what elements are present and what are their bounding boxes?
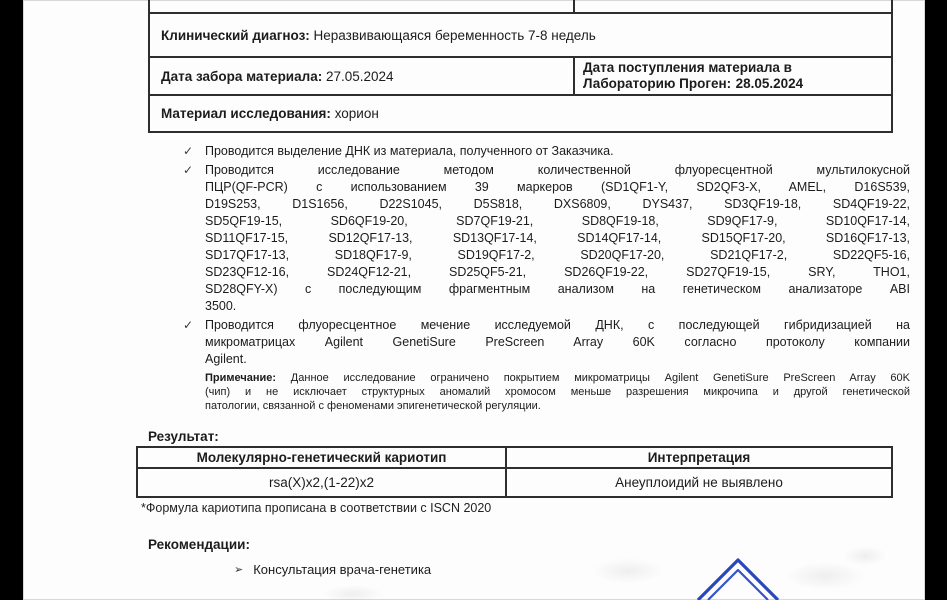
text-line: микроматрицах Agilent GenetiSure PreScreen Array 60K согласно протоколу компании [205,335,910,349]
text-line: SD11QF17-15, SD12QF17-13, SD13QF17-14, SD14QF17-14, SD15QF17-20, SD16QF17-13, [205,231,910,245]
text-line: D19S253, D1S1656, D22S1045, D5S818, DXS6809, DYS437, SD3QF19-18, SD4QF19-22, [205,197,910,211]
text-line [205,371,910,385]
text-line: Проводится выделение ДНК из материала, полученного от Заказчика. [205,144,614,158]
document-page [23,0,925,600]
methods-section [183,143,910,413]
text-line: Проводится исследование методом количественной флуоресцентной мультилокусной [205,163,910,177]
karyotype-column-header: Молекулярно-генетический кариотип [138,448,507,467]
collection-date-cell [150,58,575,94]
method-text [205,143,910,160]
note-label: Примечание: [205,372,277,384]
interpretation-column-header: Интерпретация [647,450,751,465]
result-table-header-row [138,448,891,469]
received-date-value: 28.05.2024 [735,76,804,91]
dates-row [150,58,891,96]
received-date-cell [575,58,891,94]
collection-date-label: Дата забора материала: [161,68,323,84]
clinical-diagnosis-row [150,14,891,58]
patient-info-table [148,0,893,133]
scan-smudge [323,585,383,600]
result-section [136,429,893,515]
text-line: ПЦР(QF-PCR) с использованием 39 маркеров (SD1QF1-Y, SD2QF3-X, AMEL, D16S539, [205,180,910,194]
list-item [183,317,910,368]
scan-smudge [593,558,663,584]
iscn-footnote: *Формула кариотипа прописана в соответствии с ISCN 2020 [141,501,492,515]
text-line: (чип) и не исключает структурных аномалий хромосом меньше разрешения микрочипа и другой генетической [205,386,910,398]
table-row-cutoff [150,0,891,14]
text-line: Проводится флуоресцентное мечение исследуемой ДНК, с последующей гибридизацией на [205,318,910,332]
text-line: SD23QF12-16, SD24QF12-21, SD25QF5-21, SD26QF19-22, SD27QF19-15, SRY, THO1, [205,265,910,279]
check-icon: ✓ [183,144,194,158]
material-row [150,96,891,133]
check-icon: ✓ [183,163,194,177]
interpretation-value: Анеуплоидий не выявлено [615,475,783,490]
clinical-diagnosis-value: Неразвивающаяся беременность 7-8 недель [313,27,596,43]
karyotype-value: rsa(X)x2,(1-22)x2 [138,469,507,496]
text-line: SD5QF19-15, SD6QF19-20, SD7QF19-21, SD8QF19-18, SD9QF17-9, SD10QF17-14, [205,214,910,228]
note-text: Данное исследование ограничено покрытием микроматрицы Agilent GenetiSure PreScreen Array 60K [290,372,911,384]
note-block [205,371,910,413]
result-heading: Результат: [148,429,219,444]
method-text [205,317,910,368]
recommendations-section [148,537,431,577]
list-item [183,143,910,160]
scan-smudge [843,546,887,566]
method-text [205,162,910,315]
received-date-label: Дата поступления материала в Лабораторию Проген: [583,60,792,91]
result-table-data-row [138,469,891,496]
material-label: Материал исследования: [161,106,331,121]
collection-date-value: 27.05.2024 [325,68,394,84]
result-table [136,446,893,498]
list-item [234,562,431,577]
text-line: 3500. [205,299,237,313]
material-value: хорион [334,106,379,121]
list-item [183,162,910,315]
recommendations-heading: Рекомендации: [148,537,250,552]
table-cell [150,0,575,12]
clinical-diagnosis-label: Клинический диагноз: [161,27,310,43]
check-icon: ✓ [183,318,194,332]
progen-triangle-logo [681,557,801,600]
text-line: SD28QFY-X) с последующим фрагментным анализом на генетическом анализаторе ABI [205,282,910,296]
text-line: патологии, связанной с феноменами эпигенетической регуляции. [205,400,541,412]
text-line: Agilent. [205,352,247,366]
text-line: SD17QF17-13, SD18QF17-9, SD19QF17-2, SD20QF17-20, SD21QF17-2, SD22QF5-16, [205,248,910,262]
recommendation-text: Консультация врача-генетика [253,562,432,577]
arrow-bullet-icon: ➢ [234,564,244,576]
